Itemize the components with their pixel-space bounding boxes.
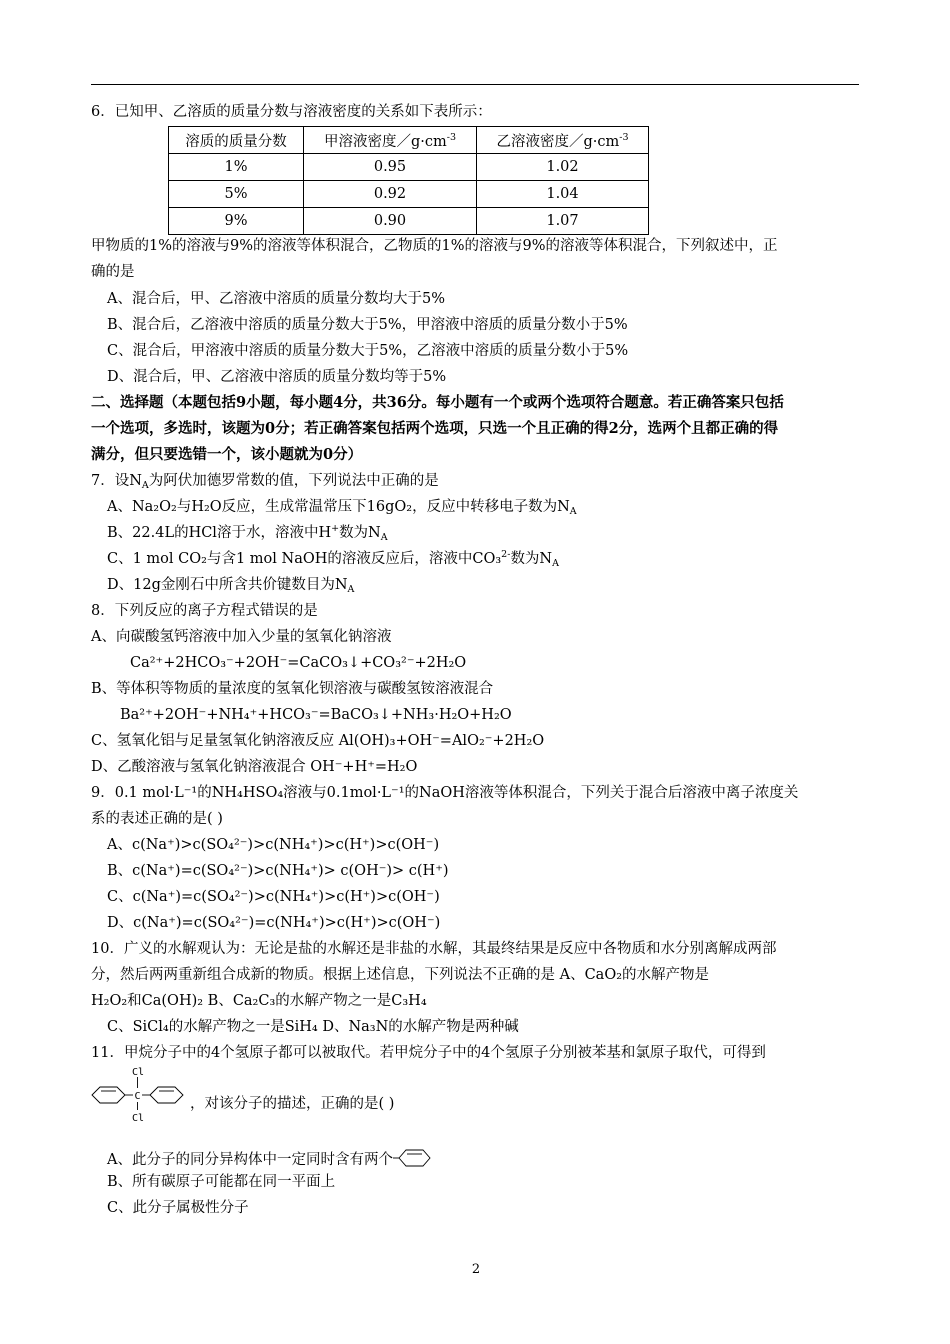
header-mass-fraction: 溶质的质量分数 — [169, 127, 304, 154]
q9-option-b: B、c(Na⁺)=c(SO₄²⁻)>c(NH₄⁺)> c(OH⁻)> c(H⁺) — [107, 863, 449, 879]
table-cell: 1.07 — [477, 208, 649, 235]
q8-equation-b: Ba²⁺+2OH⁻+NH₄⁺+HCO₃⁻=BaCO₃↓+NH₃·H₂O+H₂O — [120, 707, 512, 723]
chlorine-label-bottom: Cl — [132, 1113, 145, 1122]
q10-line2: 分，然后两两重新组合成新的物质。根据上述信息，下列说法不正确的是 A、CaO₂的水解产物是 — [91, 967, 710, 983]
table-cell: 1.04 — [477, 181, 649, 208]
q6-option-b: B、混合后，乙溶液中溶质的质量分数大于5%，甲溶液中溶质的质量分数小于5% — [107, 317, 628, 333]
q6-option-d: D、混合后，甲、乙溶液中溶质的质量分数均等于5% — [107, 369, 447, 385]
table-cell: 0.95 — [304, 154, 477, 181]
benzene-ring-right — [150, 1087, 183, 1103]
page-number: 2 — [471, 1262, 481, 1277]
q11-stem-continuation: ，对该分子的描述，正确的是( ) — [190, 1096, 395, 1112]
q9-option-c: C、c(Na⁺)=c(SO₄²⁻)>c(NH₄⁺)>c(H⁺)>c(OH⁻) — [107, 889, 440, 905]
phenyl-group-icon — [393, 1146, 435, 1170]
q7-stem: 7．设$N_A$为阿伏加德罗常数的值，下列说法中正确的是 — [91, 473, 439, 491]
q7-option-d: D、12g金刚石中所含共价键数目为$N_A$ — [107, 577, 355, 595]
table-cell: 1.02 — [477, 154, 649, 181]
table-cell: 1% — [169, 154, 304, 181]
header-jia-density: 甲溶液密度$/g\cdot cm^{-3}$ — [304, 127, 477, 154]
q9-stem-line1: 9．0.1 mol·L⁻¹的NH₄HSO₄溶液与0.1mol·L⁻¹的NaOH溶液等体积混合，下列关于混合后溶液中离子浓度关 — [91, 785, 799, 801]
dichlorodiphenylmethane-structure — [90, 1066, 188, 1122]
q9-option-a: A、c(Na⁺)>c(SO₄²⁻)>c(NH₄⁺)>c(H⁺)>c(OH⁻) — [107, 837, 440, 853]
table-cell: 0.90 — [304, 208, 477, 235]
table-row — [169, 208, 649, 235]
q8-equation-a: Ca²⁺+2HCO₃⁻+2OH⁻=CaCO₃↓+CO₃²⁻+2H₂O — [130, 655, 467, 671]
density-table — [168, 126, 649, 235]
q8-option-c: C、氢氧化铝与足量氢氧化钠溶液反应 Al(OH)₃+OH⁻=AlO₂⁻+2H₂O — [91, 733, 545, 749]
q6-para-line2: 确的是 — [91, 264, 135, 280]
table-cell: 9% — [169, 208, 304, 235]
q10-line3: H₂O₂和Ca(OH)₂ B、Ca₂C₃的水解产物之一是C₃H₄ — [91, 993, 427, 1009]
q6-stem: 6．已知甲、乙溶质的质量分数与溶液密度的关系如下表所示： — [91, 104, 492, 120]
q6-para-line1: 甲物质的1%的溶液与9%的溶液等体积混合，乙物质的1%的溶液与9%的溶液等体积混合，下列叙述中，正 — [91, 238, 778, 254]
q11-option-c: C、此分子属极性分子 — [107, 1200, 249, 1216]
q7-option-c: C、1 mol CO₂与含1 mol NaOH的溶液反应后，溶液中CO₃$^{2-}$数为$N_A$ — [107, 549, 559, 569]
q10-line1: 10．广义的水解观认为：无论是盐的水解还是非盐的水解，其最终结果是反应中各物质和水分别离解成两部 — [91, 941, 777, 957]
section2-line3: 满分，但只要选错一个，该小题就为0分） — [91, 446, 363, 463]
table-cell: 0.92 — [304, 181, 477, 208]
header-yi-density: 乙溶液密度$/g\cdot cm^{-3}$ — [477, 127, 649, 154]
table-row — [169, 181, 649, 208]
q6-option-a: A、混合后，甲、乙溶液中溶质的质量分数均大于5% — [107, 291, 445, 307]
q10-line4: C、SiCl₄的水解产物之一是SiH₄ D、Na₃N的水解产物是两种碱 — [107, 1019, 519, 1035]
section2-line1: 二、选择题（本题包括9小题，每小题4分，共36分。每小题有一个或两个选项符合题意。若正确答案只包括 — [91, 394, 784, 411]
q11-option-b: B、所有碳原子可能都在同一平面上 — [107, 1174, 336, 1190]
q11-option-a: A、此分子的同分异构体中一定同时含有两个 — [107, 1146, 879, 1170]
q7-option-b: B、22.4L的HCl溶于水，溶液中H+数为$N_A$ — [107, 523, 388, 543]
table-cell: 5% — [169, 181, 304, 208]
q11-line1: 11．甲烷分子中的4个氢原子都可以被取代。若甲烷分子中的4个氢原子分别被苯基和氯原子取代，可得到 — [91, 1045, 766, 1061]
carbon-label: C — [134, 1091, 141, 1102]
chlorine-label-top: Cl — [132, 1067, 145, 1078]
section2-line2: 一个选项，多选时，该题为0分；若正确答案包括两个选项，只选一个且正确的得2分，选两个且都正确的得 — [91, 420, 779, 437]
q9-stem-line2: 系的表述正确的是( ) — [91, 811, 223, 827]
q8-option-d: D、乙酸溶液与氢氧化钠溶液混合 OH⁻+H⁺=H₂O — [91, 759, 418, 775]
header-rule — [91, 84, 859, 85]
table-row — [169, 154, 649, 181]
q8-stem: 8．下列反应的离子方程式错误的是 — [91, 603, 318, 619]
q9-option-d: D、c(Na⁺)=c(SO₄²⁻)=c(NH₄⁺)>c(H⁺)>c(OH⁻) — [107, 915, 441, 931]
q6-option-c: C、混合后，甲溶液中溶质的质量分数大于5%，乙溶液中溶质的质量分数小于5% — [107, 343, 629, 359]
q8-option-a: A、向碳酸氢钙溶液中加入少量的氢氧化钠溶液 — [91, 629, 392, 645]
table-header-row — [169, 127, 649, 154]
q7-option-a: A、Na₂O₂与H₂O反应，生成常温常压下16gO₂，反应中转移电子数为$N_A$ — [107, 499, 577, 517]
q8-option-b: B、等体积等物质的量浓度的氢氧化钡溶液与碳酸氢铵溶液混合 — [91, 681, 494, 697]
benzene-ring-left — [92, 1087, 125, 1103]
